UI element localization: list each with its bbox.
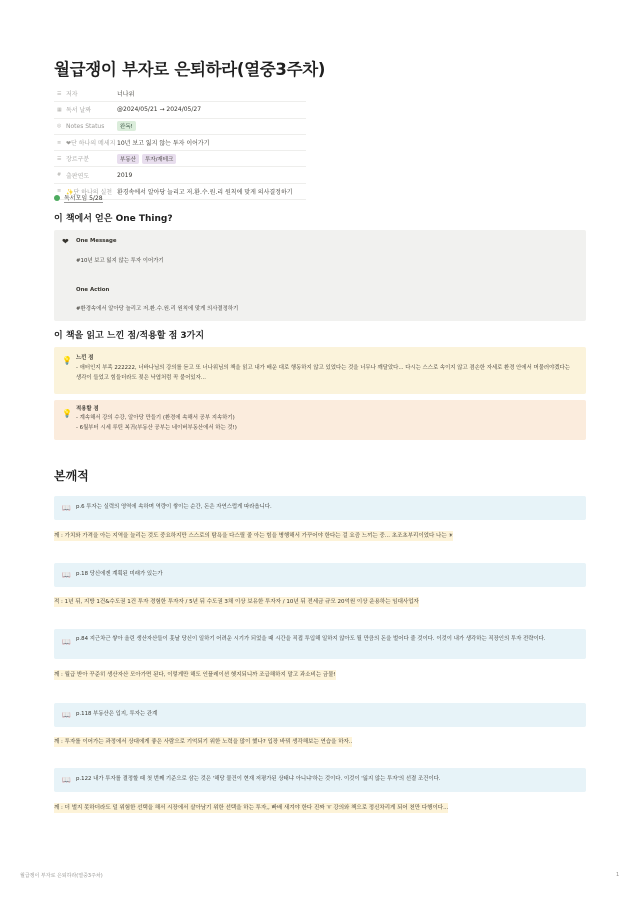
quote-note <box>54 803 448 813</box>
genre-tag: 부동산 <box>117 154 139 164</box>
quote-note <box>54 597 419 607</box>
quote-text: p.6 투자는 실력의 영역에 속하며 역량이 쌓이는 순간, 돈은 자연스럽게 따라옵니다. <box>76 504 272 510</box>
status-icon: ◎ <box>57 123 62 130</box>
lightbulb-icon: 💡 <box>62 356 72 365</box>
property-key <box>54 105 117 114</box>
footer-title: 월급쟁이 부자로 은퇴하라(열중3주차) <box>20 873 103 879</box>
one-action-label: One Action <box>76 287 110 293</box>
apply-line: - 계속해서 강의 수강, 알아당 만들기 (환경에 속해서 공부 지속하기) <box>76 415 235 421</box>
property-key-label: ❤단 하나의 메세지 <box>66 140 116 148</box>
property-row <box>54 102 306 118</box>
property-row <box>54 167 306 183</box>
apply-line: - 6월부터 시세 루틴 복귀(부동산 공부는 네이버부동산에서 하는 것!) <box>76 425 237 431</box>
property-value[interactable] <box>117 121 306 131</box>
property-value[interactable] <box>117 106 306 113</box>
quote-note-text: 적 : 1년 뒤, 지방 1건&수도권 1건 투자 경험한 투자자 / 5년 뒤 수도권 3채 이상 보유한 투자자 / 10년 뒤 전세금 규모 20억원 이상 운용하는 임대사업자 <box>54 599 419 605</box>
quote-note-text: 깨 : 가치와 가격을 아는 지역을 늘리는 것도 중요하지만 스스로의 탐욕을 다스릴 줄 아는 힘을 병행해서 가꾸어야 한다는 걸 요즘 느끼는 중... 초조초부리이었다 나는 ☀ <box>54 533 454 539</box>
footer-page-number: 1 <box>616 872 620 878</box>
quote-note <box>54 670 336 680</box>
quote-note <box>54 737 352 747</box>
quote-note <box>54 531 453 541</box>
quote-callout <box>54 496 586 520</box>
one-message-label: One Message <box>76 238 117 244</box>
properties-table <box>54 86 306 200</box>
one-thing-callout <box>54 230 586 321</box>
property-key <box>54 89 117 98</box>
section-three-points-title: 이 책을 읽고 느낀 점/적용할 점 3가지 <box>54 331 205 341</box>
property-key-label: 출판연도 <box>66 172 90 180</box>
genre-tag: 투자/재테크 <box>142 154 176 164</box>
property-key <box>54 123 117 130</box>
page-title: 월급쟁이 부자로 은퇴하라(열중3주차) <box>54 60 326 79</box>
apply-callout <box>54 400 586 440</box>
one-action-text: #환경속에서 알아당 늘리고 저.환.수.원.리 원칙에 맞게 의사결정하기 <box>76 306 239 312</box>
property-value-text: @2024/05/21 → 2024/05/27 <box>117 106 202 114</box>
book-icon: 📖 <box>62 638 71 646</box>
property-key <box>54 138 117 147</box>
property-key-label: 장르구분 <box>66 156 90 164</box>
book-icon: 📖 <box>62 776 71 784</box>
property-key-label: ✨단 하나의 실천 <box>66 188 113 196</box>
quote-callout <box>54 563 586 587</box>
list-icon: ☰ <box>57 155 62 162</box>
property-key <box>54 171 117 180</box>
property-value[interactable] <box>117 187 306 196</box>
property-key-label: Notes Status <box>66 122 105 130</box>
quote-callout <box>54 768 586 792</box>
property-value[interactable] <box>117 138 306 147</box>
property-value-text: 너나위 <box>117 91 135 99</box>
property-key-label: 저자 <box>66 91 78 99</box>
book-icon: 📖 <box>62 711 71 719</box>
person-icon: ☰ <box>57 90 62 97</box>
apply-label: 적용할 점 <box>76 406 99 412</box>
property-value-text: 2019 <box>117 171 133 179</box>
hash-icon: # <box>57 172 62 179</box>
quote-note-text: 깨 : 월급 받아 꾸준히 생산자산 모아가면 된다, 이렇게만 해도 인플레이션 헷지되니까 조급해하지 말고 과소비는 금물! <box>54 672 336 678</box>
page-link-icon <box>54 195 60 201</box>
property-value-text: 10년 보고 잃지 않는 투자 이어가기 <box>117 140 210 148</box>
property-value[interactable] <box>117 172 306 179</box>
section-bonkkaejuk-title: 본깨적 <box>54 469 89 483</box>
one-message-text: #10년 보고 잃지 않는 투자 이어가기 <box>76 258 164 264</box>
book-icon: 📖 <box>62 504 71 512</box>
quote-note-text: 깨 : 투자를 이어가는 과정에서 상대에게 좋은 사람으로 기억되기 위한 노력을 많이 했나? 입장 바꿔 생각해보는 연습을 하자.. <box>54 739 353 745</box>
quote-text: p.18 당신에겐 계획된 미래가 있는가 <box>76 571 163 577</box>
property-row <box>54 119 306 135</box>
quote-text: p.122 내가 투자를 결정할 때 첫 번째 기준으로 삼는 것은 '해당 물건이 현재 저평가된 상태냐 아니냐'하는 것이다. 이것이 '잃지 않는 투자'의 선결 조건이다. <box>76 776 441 782</box>
quote-callout <box>54 629 586 659</box>
property-value[interactable] <box>117 89 306 98</box>
quote-callout <box>54 703 586 727</box>
book-icon: 📖 <box>62 571 71 579</box>
quote-text: p.84 지근차근 쌓아 올린 생산자산들이 훗날 당신이 일하기 어려운 시기가 되었을 때 시간을 직접 투입해 일하지 않아도 될 만큼의 돈을 벌어다 줄 것이다. 이것이 내가 생각하는 직장인의 투자 전략이다. <box>76 636 546 642</box>
property-row <box>54 86 306 102</box>
heart-icon: ❤ <box>62 237 69 246</box>
reading-link[interactable] <box>54 193 103 203</box>
feel-label: 느낀 점 <box>76 355 94 361</box>
property-key <box>54 154 117 163</box>
property-key-label: 독서 날짜 <box>66 107 92 115</box>
feel-callout <box>54 347 586 394</box>
property-row <box>54 151 306 167</box>
quote-text: p.118 부동산은 입지, 투자는 관계 <box>76 711 158 717</box>
star-icon: ≡ <box>57 188 62 195</box>
reading-link-label: 독서모임 5/28 <box>64 195 103 202</box>
quote-note-text: 깨 : 더 벌지 못하더라도 덜 위험한 선택을 해서 시장에서 살아남기 위한 선택을 하는 투자,, 빠배 새겨야 한다 진짜 ㅠ 강의와 책으로 정신차리게 되어 천만 다행이다... <box>54 805 449 811</box>
lightbulb-icon: 💡 <box>62 409 72 418</box>
feel-text: - 애터인지 부족 222222, 너바나님의 강의를 듣고 또 너나위님의 책을 읽고 내가 배운 대로 행동하지 않고 있었다는 것을 너무나 깨달았다... 다시는 스스로 속이지 않고 겸손한 자세로 환경 안에서 머물러야겠다는 생각이 들었고 힘들더라도 젖은 낙엽처럼 꼭 붙어있자... <box>76 365 570 381</box>
property-value-text: 환경속에서 알아당 늘리고 저.환.수.원.리 원칙에 맞게 의사결정하기 <box>117 188 293 196</box>
property-value[interactable] <box>117 154 306 164</box>
status-badge: 완독! <box>117 121 136 131</box>
section-one-thing-title: 이 책에서 얻은 One Thing? <box>54 214 173 224</box>
property-row <box>54 135 306 151</box>
heart-icon: ≡ <box>57 139 62 146</box>
calendar-icon: ▦ <box>57 106 62 113</box>
